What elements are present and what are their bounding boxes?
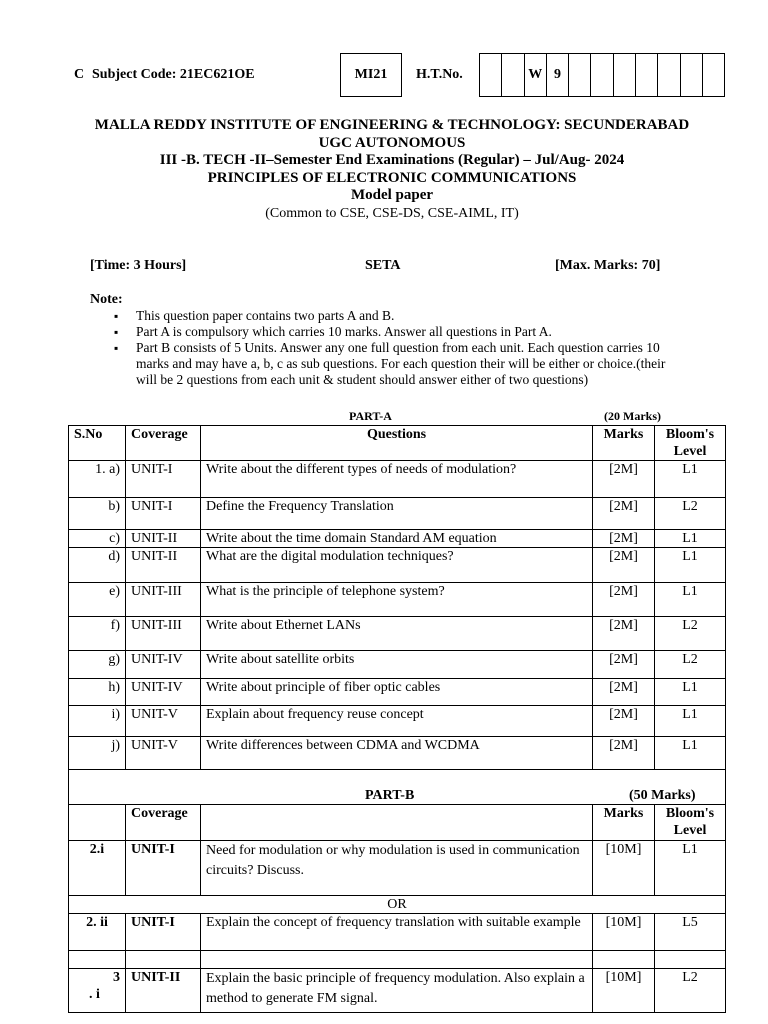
row-level: L2: [655, 969, 726, 1013]
note-list: [114, 308, 684, 388]
table-row: [69, 841, 726, 896]
time-label: [Time: 3 Hours]: [90, 258, 187, 273]
subject-code: Subject Code: 21EC621OE: [92, 67, 255, 82]
row-question: Need for modulation or why modulation is used in communication circuits? Discuss.: [201, 841, 593, 896]
exam-header: [0, 117, 768, 222]
row-sno: g): [69, 651, 126, 679]
htno-boxes: [480, 53, 725, 97]
empty-cell: [201, 951, 593, 969]
part-a-marks: (20 Marks): [604, 409, 661, 423]
htno-cell: [613, 53, 636, 97]
empty-row: [69, 951, 726, 969]
row-sno: i): [69, 706, 126, 737]
row-level: L2: [655, 617, 726, 651]
row-question: Write differences between CDMA and WCDMA: [201, 737, 593, 770]
row-question: What are the digital modulation techniques?: [201, 548, 593, 583]
row-sno-line2: . i: [89, 987, 100, 1002]
part-b-col-bloom: Bloom's Level: [655, 805, 726, 841]
row-level: L1: [655, 679, 726, 706]
part-b-header-row: [69, 805, 726, 841]
part-b-title-row: [69, 770, 726, 805]
row-question: Write about Ethernet LANs: [201, 617, 593, 651]
row-sno: e): [69, 583, 126, 617]
row-question: Write about principle of fiber optic cables: [201, 679, 593, 706]
max-marks-label: [Max. Marks: 70]: [555, 258, 661, 273]
row-coverage: UNIT-III: [126, 583, 201, 617]
empty-cell: [69, 951, 126, 969]
common-to: (Common to CSE, CSE-DS, CSE-AIML, IT): [265, 205, 519, 221]
table-row: [69, 583, 726, 617]
institute-name: MALLA REDDY INSTITUTE OF ENGINEERING & TECHNOLOGY: SECUNDERABAD: [94, 117, 690, 133]
note-item: ▪ This question paper contains two parts A and B.: [114, 308, 684, 324]
row-question: Write about the time domain Standard AM equation: [201, 530, 593, 548]
htno-cell: W: [524, 53, 547, 97]
htno-cell: [702, 53, 725, 97]
row-marks: [2M]: [593, 679, 655, 706]
row-level: L1: [655, 737, 726, 770]
row-marks: [2M]: [593, 548, 655, 583]
col-bloom: Bloom's Level: [655, 426, 726, 461]
row-marks: [2M]: [593, 737, 655, 770]
htno-cell: [501, 53, 524, 97]
col-coverage: Coverage: [126, 426, 201, 461]
htno-cell: [657, 53, 680, 97]
part-b-title-cell: [69, 770, 726, 805]
or-row: [69, 896, 726, 914]
row-coverage: UNIT-I: [126, 461, 201, 498]
row-coverage: UNIT-I: [126, 498, 201, 530]
row-level: L1: [655, 530, 726, 548]
row-question: Define the Frequency Translation: [201, 498, 593, 530]
row-marks: [10M]: [593, 969, 655, 1013]
note-item: ▪ Part B consists of 5 Units. Answer any one full question from each unit. Each question carries 10 marks and may have a, b, c as sub questions. For each question their will be either or choice.(their will be 2 questions from each unit & student should answer either of two questions): [114, 340, 684, 388]
code-box: MI21: [340, 53, 402, 97]
empty-cell: [126, 951, 201, 969]
table-row: [69, 679, 726, 706]
table-row: [69, 617, 726, 651]
row-sno: j): [69, 737, 126, 770]
row-sno: f): [69, 617, 126, 651]
row-coverage: UNIT-IV: [126, 679, 201, 706]
paper-type: Model paper: [350, 187, 434, 203]
table-row: [69, 498, 726, 530]
row-sno: 2.i: [69, 841, 126, 896]
row-level: L1: [655, 841, 726, 896]
subject-title: PRINCIPLES OF ELECTRONIC COMMUNICATIONS: [207, 169, 577, 186]
row-marks: [2M]: [593, 461, 655, 498]
set-label: SETA: [365, 258, 401, 273]
col-sno: S.No: [69, 426, 126, 461]
table-header-row: [69, 426, 726, 461]
row-sno: b): [69, 498, 126, 530]
row-sno: 2. ii: [69, 914, 126, 951]
row-coverage: UNIT-V: [126, 706, 201, 737]
part-b-col-sno: [69, 805, 126, 841]
part-a-label: PART-A: [349, 409, 392, 423]
empty-cell: [655, 951, 726, 969]
table-row: [69, 706, 726, 737]
row-level: L2: [655, 498, 726, 530]
table-row: [69, 461, 726, 498]
part-b-marks: (50 Marks): [629, 788, 696, 803]
row-question: What is the principle of telephone system?: [201, 583, 593, 617]
col-marks: Marks: [593, 426, 655, 461]
htno-cell: [568, 53, 591, 97]
row-coverage: UNIT-II: [126, 530, 201, 548]
htno-cell: [635, 53, 658, 97]
row-sno-line1: 3: [113, 970, 120, 985]
part-b-col-coverage: Coverage: [126, 805, 201, 841]
htno-cell: [680, 53, 703, 97]
note-title: Note:: [90, 292, 123, 307]
row-marks: [2M]: [593, 498, 655, 530]
row-level: L1: [655, 706, 726, 737]
exam-title: III -B. TECH -II–Semester End Examinations (Regular) – Jul/Aug- 2024: [159, 152, 625, 168]
row-question: Explain about frequency reuse concept: [201, 706, 593, 737]
row-coverage: UNIT-V: [126, 737, 201, 770]
or-separator: OR: [69, 896, 726, 914]
table-row: [69, 530, 726, 548]
autonomy: UGC AUTONOMOUS: [318, 134, 466, 151]
part-b-col-questions: [201, 805, 593, 841]
table-row: [69, 651, 726, 679]
row-marks: [2M]: [593, 651, 655, 679]
htno-cell: [590, 53, 613, 97]
row-level: L1: [655, 461, 726, 498]
empty-cell: [593, 951, 655, 969]
row-sno: [69, 969, 126, 1013]
row-coverage: UNIT-II: [126, 548, 201, 583]
row-question: Write about satellite orbits: [201, 651, 593, 679]
part-b-label: PART-B: [365, 788, 415, 803]
row-coverage: UNIT-III: [126, 617, 201, 651]
row-sno: c): [69, 530, 126, 548]
table-row: [69, 969, 726, 1013]
row-question: Explain the concept of frequency translation with suitable example: [201, 914, 593, 951]
row-coverage: UNIT-I: [126, 841, 201, 896]
table-row: [69, 737, 726, 770]
htno-cell: [479, 53, 502, 97]
row-marks: [2M]: [593, 706, 655, 737]
row-question: Explain the basic principle of frequency modulation. Also explain a method to generate FM signal.: [201, 969, 593, 1013]
row-marks: [2M]: [593, 530, 655, 548]
row-marks: [2M]: [593, 583, 655, 617]
row-marks: [10M]: [593, 914, 655, 951]
row-marks: [10M]: [593, 841, 655, 896]
row-level: L2: [655, 651, 726, 679]
question-table: [68, 425, 726, 1013]
row-coverage: UNIT-IV: [126, 651, 201, 679]
row-coverage: UNIT-II: [126, 969, 201, 1013]
row-sno: 1. a): [69, 461, 126, 498]
row-level: L1: [655, 548, 726, 583]
htno-label: H.T.No.: [416, 67, 463, 82]
row-question: Write about the different types of needs of modulation?: [201, 461, 593, 498]
col-questions: Questions: [201, 426, 593, 461]
table-row: [69, 914, 726, 951]
row-marks: [2M]: [593, 617, 655, 651]
row-level: L5: [655, 914, 726, 951]
row-level: L1: [655, 583, 726, 617]
htno-cell: 9: [546, 53, 569, 97]
row-coverage: UNIT-I: [126, 914, 201, 951]
row-sno: d): [69, 548, 126, 583]
note-item: ▪ Part A is compulsory which carries 10 marks. Answer all questions in Part A.: [114, 324, 684, 340]
set-prefix: C: [74, 67, 85, 82]
table-row: [69, 548, 726, 583]
row-sno: h): [69, 679, 126, 706]
part-b-col-marks: Marks: [593, 805, 655, 841]
